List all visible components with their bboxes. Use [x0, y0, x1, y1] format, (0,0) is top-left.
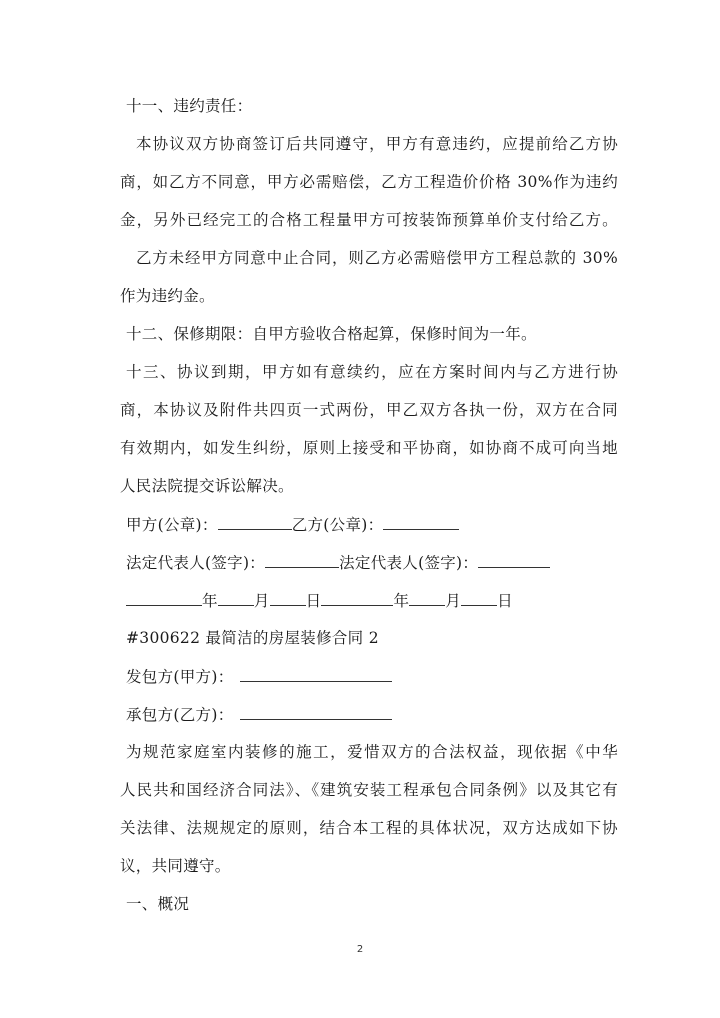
paragraph-line: 关法律、法规规定的原则，结合本工程的具体状况，双方达成如下协	[120, 819, 618, 837]
party-a-seal-label: 甲方(公章)：	[126, 516, 218, 534]
contractor-line	[126, 704, 392, 725]
party-a-seal-blank[interactable]	[218, 514, 292, 530]
paragraph-line: 人民共和国经济合同法》、《建筑安装工程承包合同条例》以及其它有	[120, 781, 618, 799]
paragraph-line: 商，本协议及附件共四页一式两份，甲乙双方各执一份，双方在合同	[120, 401, 618, 419]
date-a-month-blank[interactable]	[218, 590, 254, 606]
date-b-year-blank[interactable]	[321, 590, 393, 606]
page-number: 2	[356, 944, 364, 955]
rep-a-blank[interactable]	[265, 552, 339, 568]
employer-blank[interactable]	[240, 666, 392, 682]
seal-line	[126, 514, 459, 535]
paragraph-line: 为规范家庭室内装修的施工，爱惜双方的合法权益，现依据《中华	[126, 743, 618, 761]
contractor-label: 承包方(乙方)：	[126, 706, 234, 724]
paragraph-line: 商，如乙方不同意，甲方必需赔偿，乙方工程造价价格 30%作为违约	[120, 173, 618, 191]
section-heading-overview: 一、概况	[126, 895, 190, 913]
month-label: 月	[253, 592, 270, 610]
signature-line	[126, 552, 550, 573]
paragraph-line: 作为违约金。	[120, 287, 215, 305]
party-b-seal-blank[interactable]	[383, 514, 459, 530]
rep-a-label: 法定代表人(签字)：	[126, 554, 266, 572]
section-heading-breach: 十一、违约责任：	[126, 97, 253, 115]
paragraph-line: 议，共同遵守。	[120, 857, 231, 875]
employer-label: 发包方(甲方)：	[126, 668, 234, 686]
date-b-day-blank[interactable]	[461, 590, 497, 606]
contract-title: #300622 最简洁的房屋装修合同 2	[126, 629, 379, 647]
paragraph-line: 有效期内，如发生纠纷，原则上接受和平协商，如协商不成可向当地	[120, 439, 618, 457]
date-a-day-blank[interactable]	[270, 590, 306, 606]
year-label: 年	[202, 592, 218, 610]
date-b-month-blank[interactable]	[409, 590, 445, 606]
party-b-seal-label: 乙方(公章)：	[291, 516, 384, 534]
year-label: 年	[393, 592, 410, 610]
paragraph-line: 十三、协议到期，甲方如有意续约，应在方案时间内与乙方进行协	[126, 363, 618, 381]
paragraph-line: 本协议双方协商签订后共同遵守，甲方有意违约，应提前给乙方协	[136, 135, 618, 153]
date-a-year-blank[interactable]	[126, 590, 202, 606]
date-line	[126, 590, 513, 611]
employer-line	[126, 666, 392, 687]
section-heading-warranty: 十二、保修期限：自甲方验收合格起算，保修时间为一年。	[126, 325, 537, 343]
paragraph-line: 金，另外已经完工的合格工程量甲方可按装饰预算单价支付给乙方。	[120, 211, 618, 229]
day-label: 日	[305, 592, 322, 610]
day-label: 日	[497, 592, 513, 610]
rep-b-blank[interactable]	[478, 552, 550, 568]
paragraph-line: 人民法院提交诉讼解决。	[120, 477, 294, 495]
rep-b-label: 法定代表人(签字)：	[339, 554, 479, 572]
month-label: 月	[445, 592, 462, 610]
contractor-blank[interactable]	[240, 704, 392, 720]
paragraph-line: 乙方未经甲方同意中止合同，则乙方必需赔偿甲方工程总款的 30%	[136, 249, 618, 267]
